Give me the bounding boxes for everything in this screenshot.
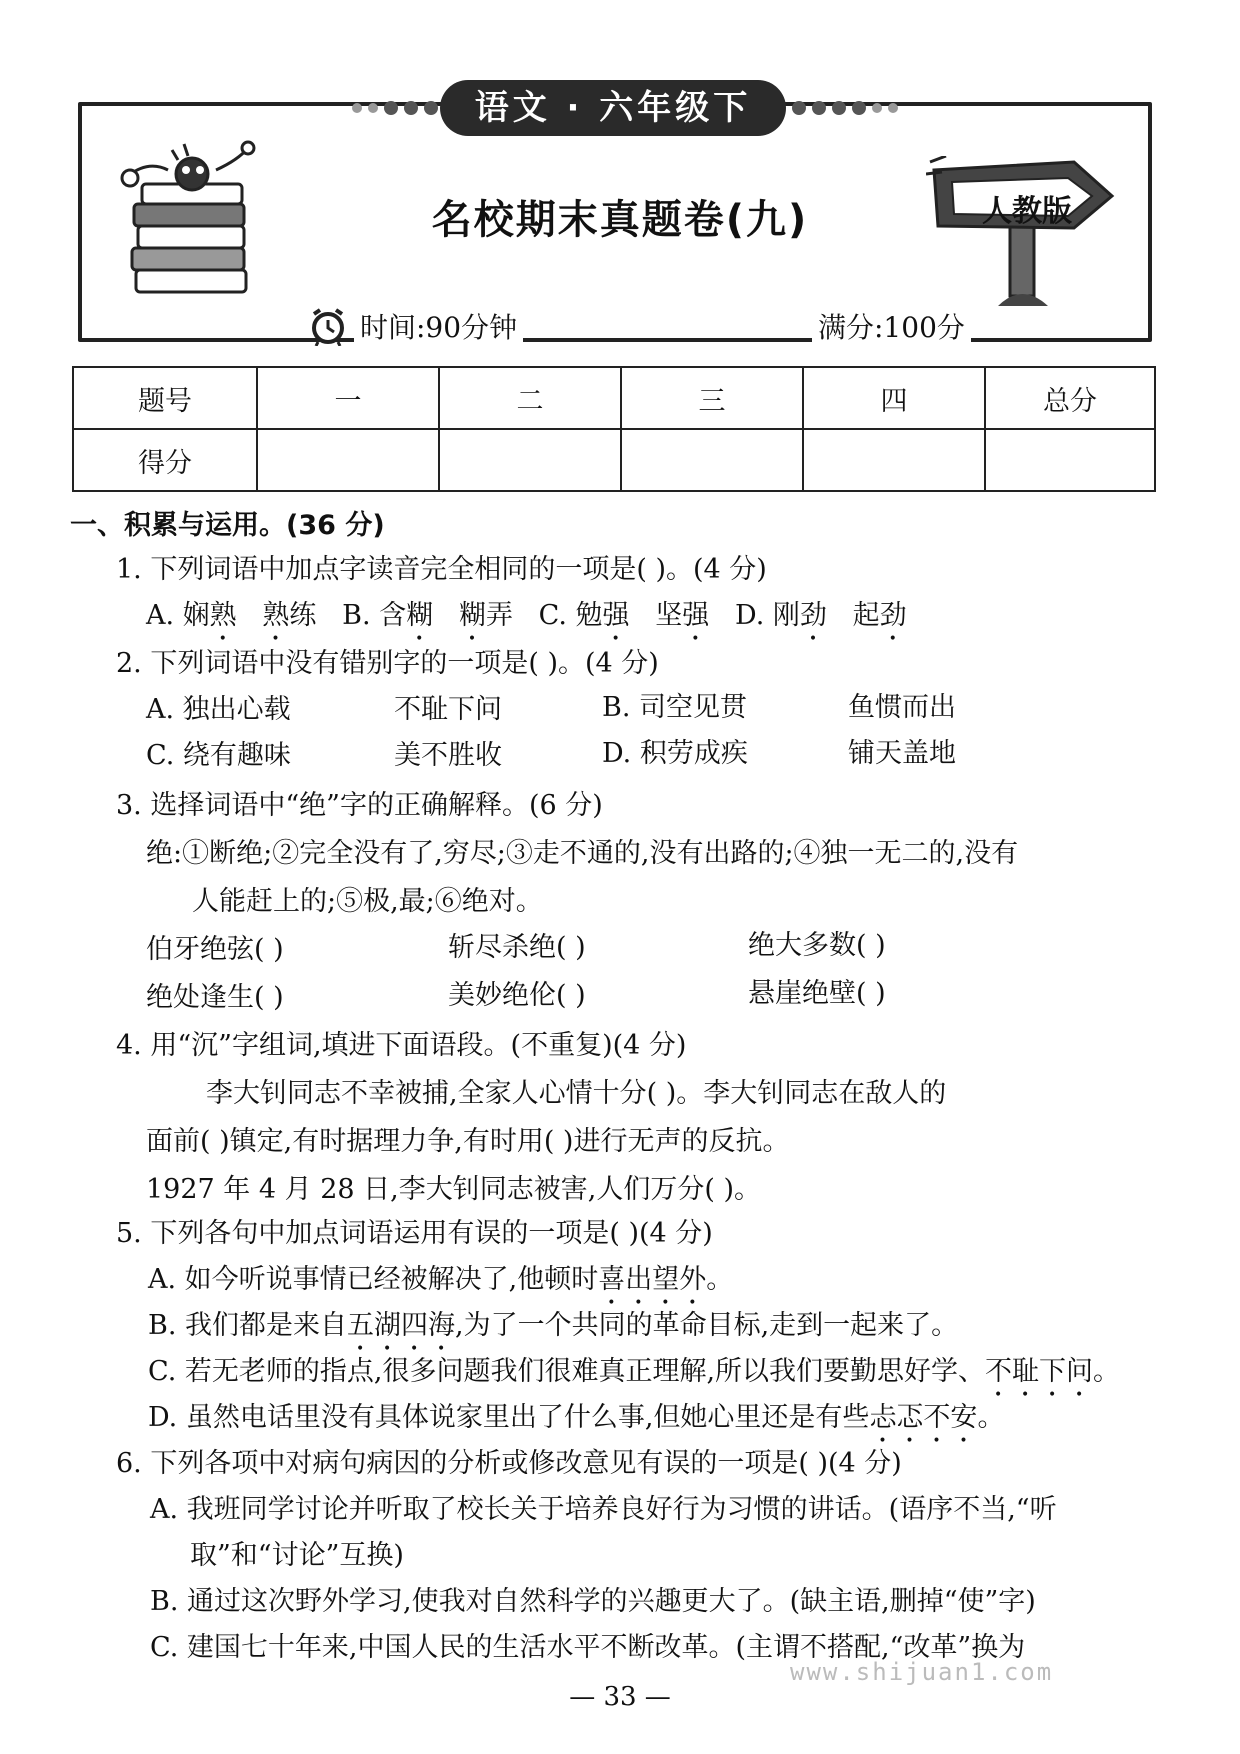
score-cell[interactable] (621, 429, 803, 491)
q2-option-b: B. 司空见贯 (602, 692, 748, 723)
exam-title: 名校期末真题卷(九) (431, 197, 809, 243)
q6-option-b: B. 通过这次野外学习,使我对自然科学的兴趣更大了。(缺主语,删掉“使”字) (150, 1586, 1036, 1617)
time-limit: 时间:90分钟 (354, 306, 523, 346)
score-cell[interactable] (985, 429, 1155, 491)
q4-passage-line1: 李大钊同志不幸被捕,全家人心情十分( )。李大钊同志在敌人的 (206, 1078, 947, 1109)
page-number: — 33 — (569, 1682, 671, 1712)
q3-word: 绝处逢生( ) (146, 982, 284, 1013)
q4-passage-line3: 1927 年 4 月 28 日,李大钊同志被害,人们万分( )。 (146, 1174, 761, 1205)
table-header-cell: 题号 (73, 367, 257, 429)
table-header-cell: 一 (257, 367, 439, 429)
alarm-clock-icon (308, 306, 348, 346)
q5-option-a: A. 如今听说事情已经被解决了,他顿时喜出望外。 (148, 1264, 734, 1295)
watermark: www.shijuan1.com (790, 1658, 1054, 1686)
question-2-stem: 2. 下列词语中没有错别字的一项是( )。(4 分) (116, 648, 659, 679)
q3-word: 悬崖绝壁( ) (748, 978, 886, 1009)
time-row (308, 306, 523, 346)
table-header-cell: 三 (621, 367, 803, 429)
q5-option-b: B. 我们都是来自五湖四海,为了一个共同的革命目标,走到一起来了。 (148, 1310, 959, 1341)
question-6-stem: 6. 下列各项中对病句病因的分析或修改意见有误的一项是( )(4 分) (116, 1448, 902, 1479)
section-title: 一、积累与运用。(36 分) (70, 510, 385, 541)
question-5-stem: 5. 下列各句中加点词语运用有误的一项是( )(4 分) (116, 1218, 713, 1249)
banner-dots-right (792, 98, 898, 118)
q5-option-c: C. 若无老师的指点,很多问题我们很难真正理解,所以我们要勤思好学、不耻下问。 (148, 1356, 1121, 1387)
q2-option-b-word2: 鱼惯而出 (848, 692, 956, 723)
full-score (812, 306, 971, 346)
q2-option-a: A. 独出心载 (146, 694, 291, 725)
table-header-cell: 总分 (985, 367, 1155, 429)
signpost-icon (926, 156, 1126, 316)
question-4-stem: 4. 用“沉”字组词,填进下面语段。(不重复)(4 分) (116, 1030, 687, 1061)
score-cell[interactable] (257, 429, 439, 491)
q2-option-a-word2: 不耻下问 (394, 694, 502, 725)
q6-option-a-line2: 取”和“讨论”互换) (190, 1540, 404, 1571)
score-table (72, 366, 1156, 492)
subject-banner: 语文 · 六年级下 (440, 80, 786, 136)
q2-option-d-word2: 铺天盖地 (848, 738, 956, 769)
q2-option-d: D. 积劳成疾 (602, 738, 748, 769)
q2-option-c: C. 绕有趣味 (146, 740, 291, 771)
score-table-header-row (73, 367, 1155, 429)
score-cell[interactable] (439, 429, 621, 491)
q3-word: 斩尽杀绝( ) (448, 932, 586, 963)
q4-passage-line2: 面前( )镇定,有时据理力争,有时用( )进行无声的反抗。 (146, 1126, 790, 1157)
score-table-score-row (73, 429, 1155, 491)
q5-option-d: D. 虽然电话里没有具体说家里出了什么事,但她心里还是有些忐忑不安。 (148, 1402, 1005, 1433)
q3-word: 美妙绝伦( ) (448, 980, 586, 1011)
q6-option-c: C. 建国七十年来,中国人民的生活水平不断改革。(主谓不搭配,“改革”换为 (150, 1632, 1026, 1663)
q6-option-a-line1: A. 我班同学讨论并听取了校长关于培养良好行为习惯的讲话。(语序不当,“听 (150, 1494, 1057, 1525)
edition-badge: 人教版 (982, 194, 1072, 229)
q3-word: 绝大多数( ) (748, 930, 886, 961)
question-3-stem: 3. 选择词语中“绝”字的正确解释。(6 分) (116, 790, 603, 821)
table-row-label: 得分 (73, 429, 257, 491)
q3-definition-line2: 人能赶上的;⑤极,最;⑥绝对。 (192, 886, 543, 917)
question-1-options: A. 娴熟 熟练 B. 含糊 糊弄 C. 勉强 坚强 D. 刚劲 起劲 (146, 600, 907, 631)
q3-word: 伯牙绝弦( ) (146, 934, 284, 965)
table-header-cell: 四 (803, 367, 985, 429)
full-score-label: 满分:100分 (812, 311, 971, 344)
question-1-stem: 1. 下列词语中加点字读音完全相同的一项是( )。(4 分) (116, 554, 767, 585)
q2-option-c-word2: 美不胜收 (394, 740, 502, 771)
table-header-cell: 二 (439, 367, 621, 429)
score-cell[interactable] (803, 429, 985, 491)
q3-definition-line1: 绝:①断绝;②完全没有了,穷尽;③走不通的,没有出路的;④独一无二的,没有 (146, 838, 1019, 869)
